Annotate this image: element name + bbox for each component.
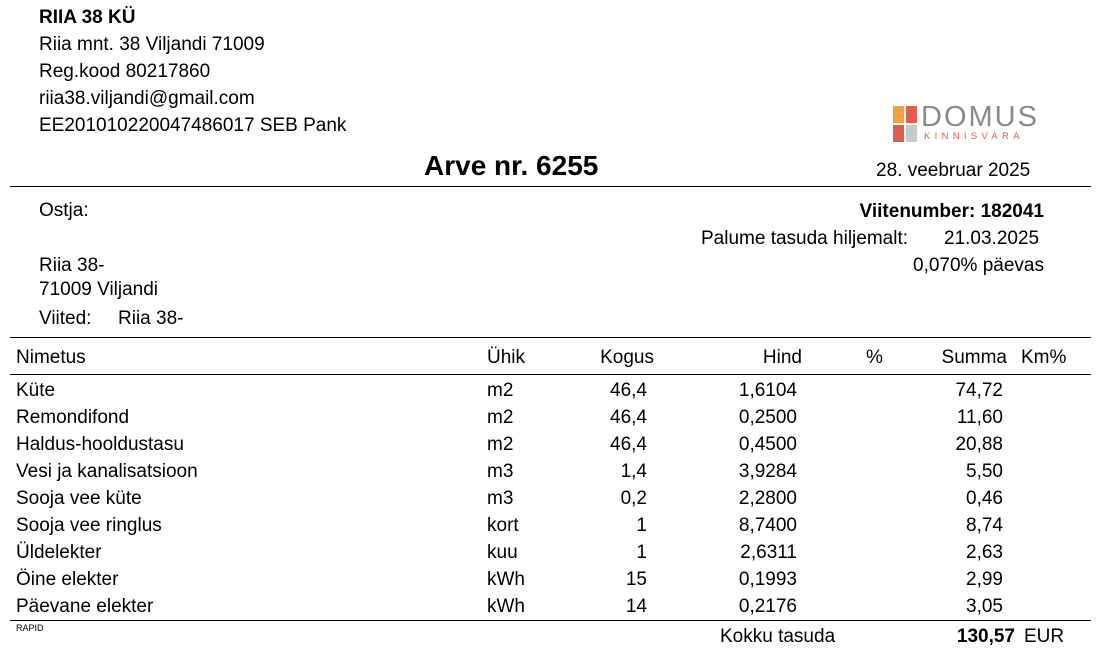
row-price: 2,6311 xyxy=(740,542,797,563)
table-row xyxy=(0,431,1096,458)
row-name: Üldelekter xyxy=(16,542,102,563)
row-unit: m3 xyxy=(487,461,514,482)
row-price: 0,1993 xyxy=(738,569,797,590)
row-quantity: 1 xyxy=(636,542,647,563)
buyer-address-line2: 71009 Viljandi xyxy=(39,279,159,300)
references-value: Riia 38- xyxy=(118,308,184,329)
table-row xyxy=(0,377,1096,404)
seller-name: RIIA 38 KÜ xyxy=(39,7,136,28)
row-unit: m2 xyxy=(487,407,514,428)
row-quantity: 1 xyxy=(636,515,647,536)
logo-word: DOMUS xyxy=(921,101,1039,133)
row-unit: kort xyxy=(487,515,519,536)
row-sum: 74,72 xyxy=(955,380,1003,401)
total-currency: EUR xyxy=(1024,626,1065,647)
rapid-label: RAPID xyxy=(16,623,44,633)
table-header xyxy=(0,344,1096,371)
row-unit: m2 xyxy=(487,434,514,455)
table-row xyxy=(0,593,1096,620)
row-quantity: 14 xyxy=(625,596,647,617)
row-sum: 0,46 xyxy=(966,488,1003,509)
column-name: Nimetus xyxy=(16,347,86,368)
reference-number: Viitenumber: 182041 xyxy=(859,201,1044,222)
seller-reg-code: Reg.kood 80217860 xyxy=(39,61,211,82)
row-sum: 3,05 xyxy=(966,596,1003,617)
row-name: Küte xyxy=(16,380,56,401)
logo-subtitle: KINNISVARA xyxy=(924,131,1024,142)
row-quantity: 46,4 xyxy=(610,380,647,401)
row-price: 0,4500 xyxy=(738,434,797,455)
table-row xyxy=(0,458,1096,485)
row-price: 2,2800 xyxy=(738,488,797,509)
column-unit: Ühik xyxy=(487,347,526,368)
row-quantity: 46,4 xyxy=(610,407,647,428)
seller-bank-account: EE201010220047486017 SEB Pank xyxy=(39,115,347,136)
table-row xyxy=(0,512,1096,539)
row-price: 1,6104 xyxy=(738,380,797,401)
row-unit: m2 xyxy=(487,380,514,401)
row-name: Sooja vee küte xyxy=(16,488,142,509)
divider xyxy=(10,620,1091,621)
row-unit: kuu xyxy=(487,542,518,563)
domus-logo-mark-icon xyxy=(893,106,917,142)
row-name: Remondifond xyxy=(16,407,130,428)
due-date: 21.03.2025 xyxy=(944,228,1040,249)
table-row xyxy=(0,485,1096,512)
row-quantity: 0,2 xyxy=(620,488,647,509)
column-quantity: Kogus xyxy=(600,347,654,368)
total-label: Kokku tasuda xyxy=(720,626,836,647)
row-price: 0,2176 xyxy=(738,596,797,617)
table-row xyxy=(0,566,1096,593)
row-name: Päevane elekter xyxy=(16,596,154,617)
row-price: 0,2500 xyxy=(738,407,797,428)
row-unit: m3 xyxy=(487,488,514,509)
seller-email: riia38.viljandi@gmail.com xyxy=(39,88,255,109)
divider xyxy=(10,186,1091,187)
row-unit: kWh xyxy=(487,569,525,590)
domus-logo xyxy=(893,101,1063,144)
invoice-date: 28. veebruar 2025 xyxy=(876,160,1031,181)
row-price: 3,9284 xyxy=(738,461,797,482)
row-sum: 5,50 xyxy=(966,461,1003,482)
row-sum: 11,60 xyxy=(956,407,1003,428)
interest-rate: 0,070% päevas xyxy=(913,255,1044,276)
table-row xyxy=(0,539,1096,566)
row-name: Haldus-hooldustasu xyxy=(16,434,184,455)
row-name: Öine elekter xyxy=(16,569,119,590)
invoice-title: Arve nr. 6255 xyxy=(424,150,599,181)
seller-address: Riia mnt. 38 Viljandi 71009 xyxy=(39,34,265,55)
buyer-label: Ostja: xyxy=(39,200,89,221)
column-percent: % xyxy=(866,347,883,368)
references-label: Viited: xyxy=(39,308,92,329)
table-row xyxy=(0,404,1096,431)
row-name: Sooja vee ringlus xyxy=(16,515,162,536)
row-quantity: 1,4 xyxy=(620,461,647,482)
column-vat: Km% xyxy=(1021,347,1067,368)
row-sum: 2,99 xyxy=(966,569,1003,590)
due-label: Palume tasuda hiljemalt: xyxy=(701,228,908,249)
row-sum: 8,74 xyxy=(966,515,1003,536)
row-price: 8,7400 xyxy=(738,515,797,536)
column-price: Hind xyxy=(762,347,802,368)
row-sum: 20,88 xyxy=(955,434,1003,455)
row-quantity: 15 xyxy=(625,569,647,590)
divider xyxy=(10,337,1091,338)
column-sum: Summa xyxy=(941,347,1007,368)
total-value: 130,57 xyxy=(956,626,1015,647)
divider xyxy=(10,374,1091,375)
row-sum: 2,63 xyxy=(966,542,1003,563)
row-name: Vesi ja kanalisatsioon xyxy=(16,461,198,482)
buyer-address-line1: Riia 38- xyxy=(39,255,105,276)
row-quantity: 46,4 xyxy=(610,434,647,455)
row-unit: kWh xyxy=(487,596,525,617)
